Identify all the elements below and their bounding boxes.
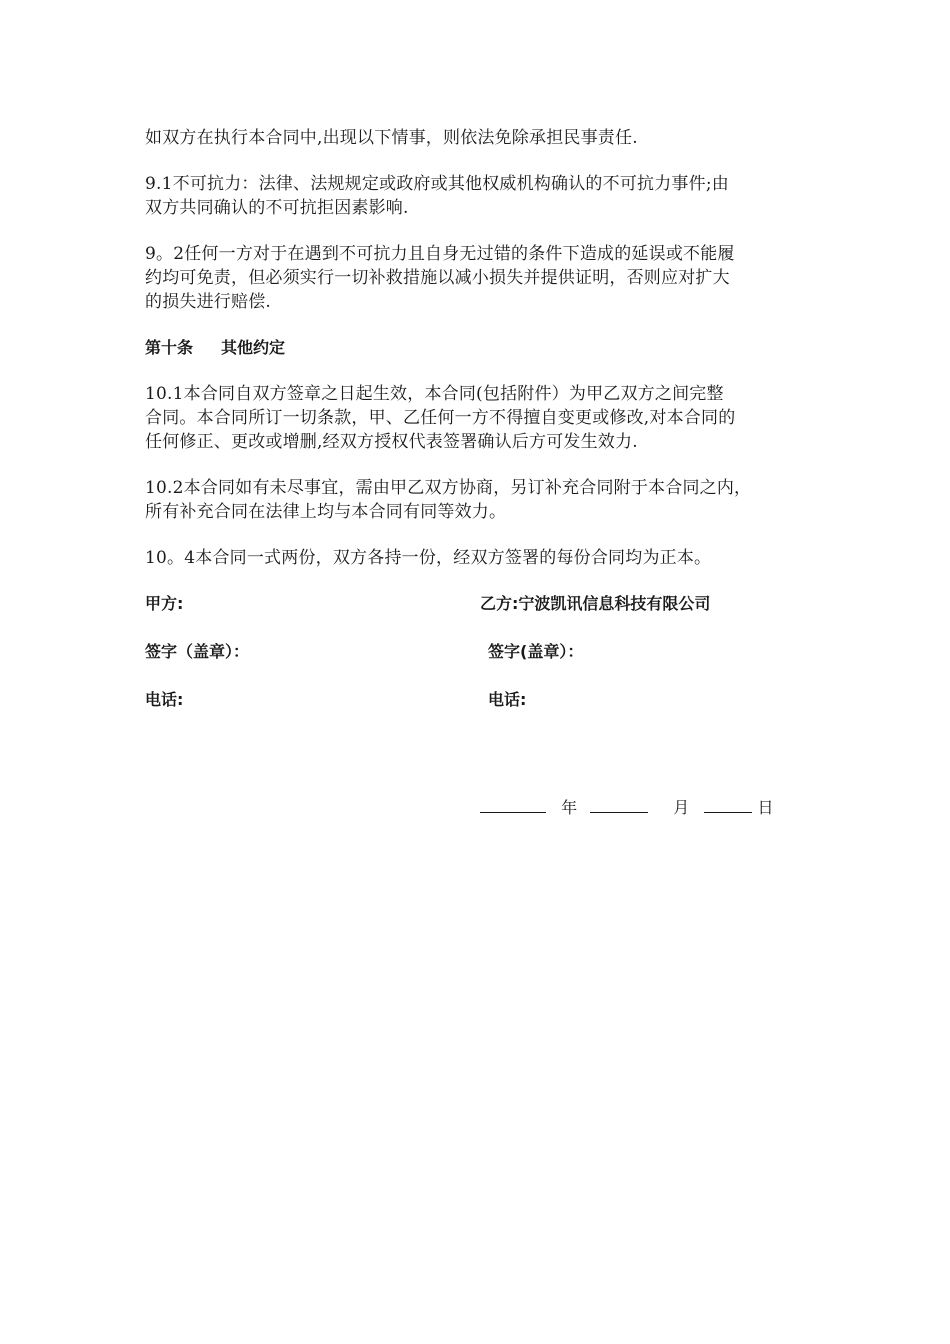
- party-a-label: 甲方:: [145, 594, 184, 613]
- sign-a-label: 签字（盖章）：: [145, 642, 250, 661]
- clause-10-2-line-2: 所有补充合同在法律上均与本合同有同等效力。: [145, 502, 507, 522]
- clause-intro: [145, 126, 810, 150]
- phone-b-label: 电话:: [488, 690, 527, 709]
- date-line: [480, 796, 774, 820]
- year-label: 年: [561, 798, 578, 817]
- phone-a-label: 电话:: [145, 690, 184, 709]
- day-label: 日: [757, 798, 774, 817]
- day-blank[interactable]: [704, 796, 752, 813]
- sign-row: [145, 640, 810, 664]
- article-10-heading: [145, 336, 810, 360]
- article-10-number: 第十条: [145, 338, 194, 357]
- contract-page: [145, 126, 810, 817]
- clause-9-1-line-1: 9.1不可抗力：法律、法规规定或政府或其他权威机构确认的不可抗力事件;由: [145, 174, 729, 194]
- clause-intro-line: 如双方在执行本合同中,出现以下情事，则依法免除承担民事责任.: [145, 128, 638, 148]
- clause-10-1-line-1: 10.1本合同自双方签章之日起生效，本合同(包括附件）为甲乙双方之间完整: [145, 384, 724, 404]
- clause-9-2: [145, 242, 810, 314]
- clause-9-2-line-3: 的损失进行赔偿.: [145, 292, 272, 312]
- clause-9-1: [145, 172, 810, 220]
- clause-10-1-line-2: 合同。本合同所订一切条款，甲、乙任何一方不得擅自变更或修改,对本合同的: [145, 408, 736, 428]
- clause-9-1-line-2: 双方共同确认的不可抗拒因素影响.: [145, 198, 409, 218]
- party-b-label: 乙方:宁波凯讯信息科技有限公司: [480, 594, 711, 613]
- year-blank[interactable]: [480, 796, 546, 813]
- clause-10-4: [145, 546, 810, 570]
- clause-10-2-line-1: 10.2本合同如有未尽事宜，需由甲乙双方协商，另订补充合同附于本合同之内，: [145, 478, 752, 498]
- phone-row: [145, 688, 810, 712]
- month-label: 月: [673, 798, 690, 817]
- month-blank[interactable]: [590, 796, 648, 813]
- clause-10-2: [145, 476, 810, 524]
- clause-10-1: [145, 382, 810, 454]
- party-row: [145, 592, 810, 616]
- clause-10-1-line-3: 任何修正、更改或增删,经双方授权代表签署确认后方可发生效力.: [145, 432, 638, 452]
- clause-9-2-line-2: 约均可免责，但必须实行一切补救措施以减小损失并提供证明，否则应对扩大: [145, 268, 730, 288]
- clause-9-2-line-1: 9。2任何一方对于在遇到不可抗力且自身无过错的条件下造成的延误或不能履: [145, 244, 735, 264]
- sign-b-label: 签字(盖章）：: [488, 642, 584, 661]
- clause-10-4-line: 10。4本合同一式两份，双方各持一份，经双方签署的每份合同均为正本。: [145, 548, 712, 568]
- article-10-title: 其他约定: [221, 338, 286, 357]
